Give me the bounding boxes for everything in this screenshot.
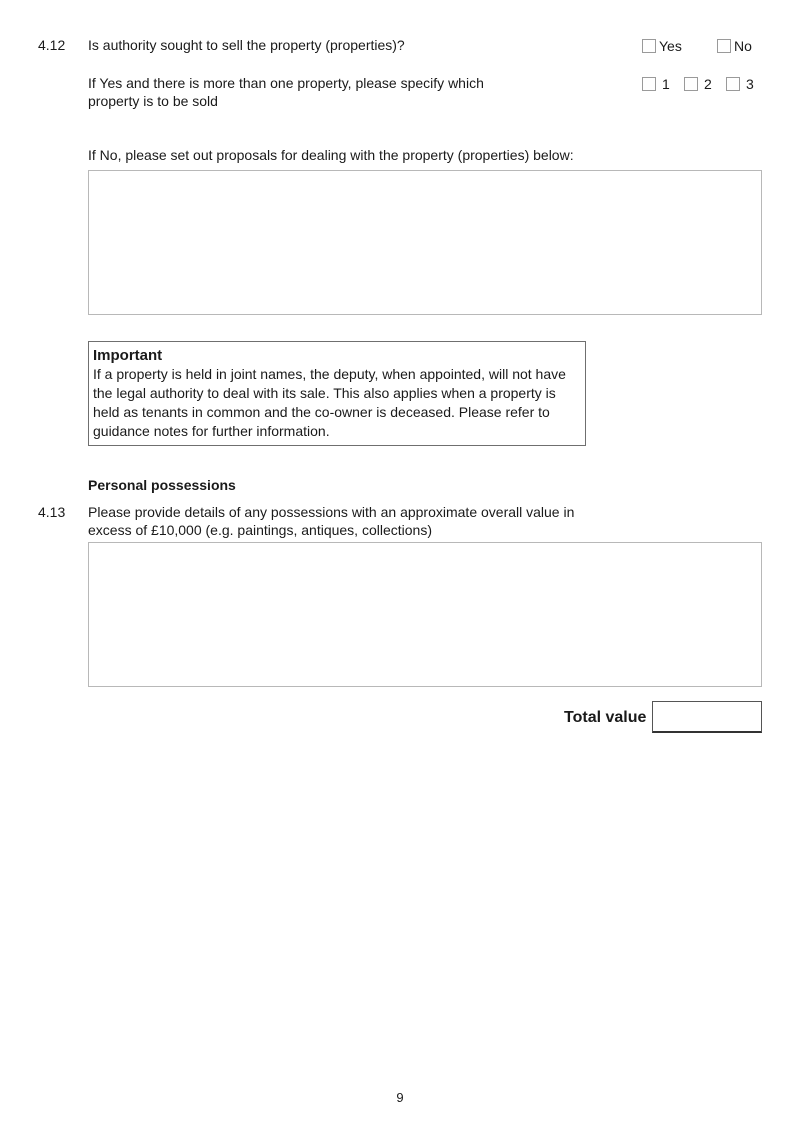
property-2-checkbox[interactable] (684, 77, 698, 91)
property-1-checkbox[interactable] (642, 77, 656, 91)
property-3-label: 3 (746, 76, 754, 92)
yes-checkbox[interactable] (642, 39, 656, 53)
property-1-label: 1 (662, 76, 670, 92)
page-number: 9 (396, 1090, 404, 1105)
important-notice-box (88, 341, 586, 446)
total-value-label: Total value (564, 709, 647, 726)
question-number-4-12: 4.12 (38, 37, 66, 53)
property-option-2[interactable] (684, 75, 712, 93)
yes-option[interactable] (642, 37, 682, 55)
question-number-4-13: 4.13 (38, 504, 66, 520)
property-followup-text: If Yes and there is more than one property, please specify which property is to be sold (88, 75, 484, 109)
property-option-3[interactable] (726, 75, 754, 93)
no-option[interactable] (717, 37, 752, 55)
property-3-checkbox[interactable] (726, 77, 740, 91)
total-value-input[interactable] (652, 701, 762, 733)
possessions-details-textarea[interactable] (88, 542, 762, 687)
question-4-12-text: Is authority sought to sell the property (properties)? (88, 37, 405, 53)
yes-label: Yes (659, 38, 682, 54)
property-2-label: 2 (704, 76, 712, 92)
personal-possessions-heading: Personal possessions (88, 477, 236, 493)
no-label: No (734, 38, 752, 54)
property-option-1[interactable] (642, 75, 670, 93)
question-4-13-text: Please provide details of any possessions with an approximate overall value in excess of £10,000 (e.g. paintings, antiques, collections) (88, 504, 575, 538)
no-checkbox[interactable] (717, 39, 731, 53)
important-title: Important (93, 347, 163, 364)
important-body: If a property is held in joint names, the deputy, when appointed, will not have the legal authority to deal with its sale. This also applies when a property is held as tenants in common and the co-owner is deceased. Please refer to guidance notes for further information. (93, 366, 566, 439)
proposals-textarea[interactable] (88, 170, 762, 315)
no-instruction-text: If No, please set out proposals for dealing with the property (properties) below: (88, 147, 574, 163)
